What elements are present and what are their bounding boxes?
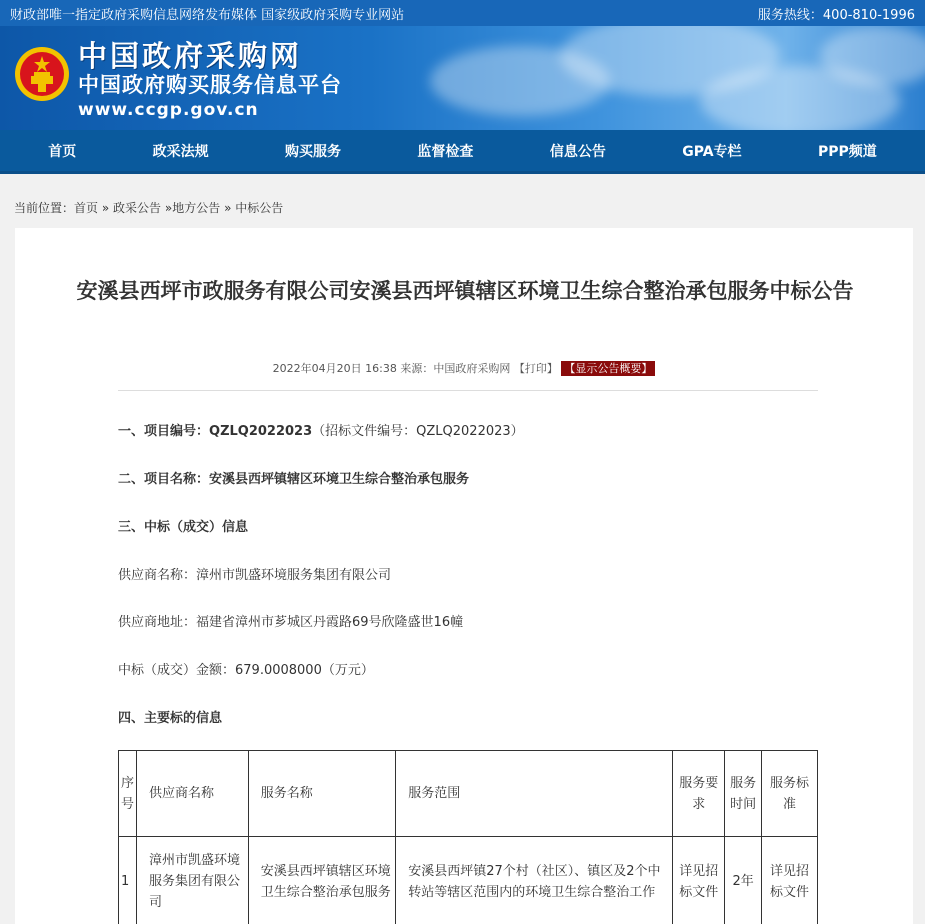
section-main-items: 四、主要标的信息 <box>118 711 223 726</box>
article-meta <box>15 360 913 376</box>
breadcrumb-home[interactable]: 首页 <box>74 201 99 215</box>
tender-doc-number: （招标文件编号：QZLQ2022023） <box>312 424 524 439</box>
source-label: 来源： <box>400 362 434 375</box>
breadcrumb <box>14 199 283 216</box>
table-header-cell: 服务时间 <box>725 751 762 837</box>
table-cell: 安溪县西坪镇27个村（社区）、镇区及2个中转站等辖区范围内的环境卫生综合整治工作 <box>396 837 673 924</box>
table-header-cell: 服务名称 <box>248 751 396 837</box>
nav-policy[interactable]: 政采法规 <box>152 143 209 160</box>
top-bar-slogan: 财政部唯一指定政府采购信息网络发布媒体 国家级政府采购专业网站 <box>10 7 405 23</box>
project-name-value: 安溪县西坪镇辖区环境卫生综合整治承包服务 <box>209 472 470 487</box>
table-header-cell: 服务要求 <box>673 751 725 837</box>
top-bar <box>0 0 925 26</box>
project-name <box>118 468 469 487</box>
hotline-label: 服务热线： <box>757 7 823 23</box>
source-name: 中国政府采购网 <box>433 362 511 375</box>
nav-gpa[interactable]: GPA专栏 <box>682 143 742 160</box>
article-title: 安溪县西坪市政服务有限公司安溪县西坪镇辖区环境卫生综合整治承包服务中标公告 <box>76 279 854 303</box>
national-emblem-icon[interactable] <box>14 46 70 102</box>
divider <box>118 390 818 391</box>
site-banner <box>0 26 925 130</box>
main-items-table <box>118 750 818 924</box>
nav-supervision[interactable]: 监督检查 <box>417 143 474 160</box>
table-header-cell: 序号 <box>119 751 137 837</box>
breadcrumb-label: 当前位置： <box>14 201 75 215</box>
site-logo[interactable] <box>78 40 342 122</box>
breadcrumb-award[interactable]: 中标公告 <box>235 201 284 215</box>
hotline <box>758 4 915 23</box>
table-cell: 安溪县西坪镇辖区环境卫生综合整治承包服务 <box>248 837 396 924</box>
table-header-cell: 服务标准 <box>762 751 818 837</box>
show-summary-button[interactable]: 【显示公告概要】 <box>561 361 655 376</box>
project-number-label: 一、项目编号： <box>118 424 210 439</box>
table-cell: 漳州市凯盛环境服务集团有限公司 <box>137 837 249 924</box>
logo-title: 中国政府采购网 <box>78 39 303 73</box>
nav-announcements[interactable]: 信息公告 <box>549 143 606 160</box>
print-link[interactable]: 【打印】 <box>513 362 558 375</box>
table-cell: 详见招标文件 <box>673 837 725 924</box>
table-cell: 2年 <box>725 837 762 924</box>
logo-url: www.ccgp.gov.cn <box>78 100 259 120</box>
breadcrumb-local[interactable]: 地方公告 <box>172 201 221 215</box>
article-panel <box>15 228 913 924</box>
supplier-name: 供应商名称：漳州市凯盛环境服务集团有限公司 <box>118 568 392 583</box>
section-award-info: 三、中标（成交）信息 <box>118 520 249 535</box>
table-cell: 详见招标文件 <box>762 837 818 924</box>
nav-home[interactable]: 首页 <box>48 143 77 160</box>
project-number-value: QZLQ2022023 <box>209 424 313 439</box>
table-header-cell: 供应商名称 <box>137 751 249 837</box>
project-name-label: 二、项目名称： <box>118 472 210 487</box>
supplier-address: 供应商地址：福建省漳州市芗城区丹霞路69号欣隆盛世16幢 <box>118 615 464 630</box>
award-amount: 中标（成交）金额：679.0008000（万元） <box>118 663 374 678</box>
table-header-cell: 服务范围 <box>396 751 673 837</box>
main-nav <box>0 130 925 174</box>
table-cell: 1 <box>119 837 137 924</box>
table-row <box>119 837 818 924</box>
publish-date: 2022年04月20日 16:38 <box>272 362 397 375</box>
table-header-row <box>119 751 818 837</box>
hotline-number: 400-810-1996 <box>822 7 915 23</box>
nav-purchase-service[interactable]: 购买服务 <box>285 143 342 160</box>
breadcrumb-sep: » <box>101 201 110 215</box>
logo-subtitle: 中国政府购买服务信息平台 <box>78 73 342 97</box>
nav-ppp[interactable]: PPP频道 <box>817 143 877 160</box>
breadcrumb-announcements[interactable]: 政采公告 <box>113 201 162 215</box>
project-number <box>118 420 524 439</box>
breadcrumb-sep: » <box>224 201 232 215</box>
breadcrumb-sep: » <box>164 201 173 215</box>
